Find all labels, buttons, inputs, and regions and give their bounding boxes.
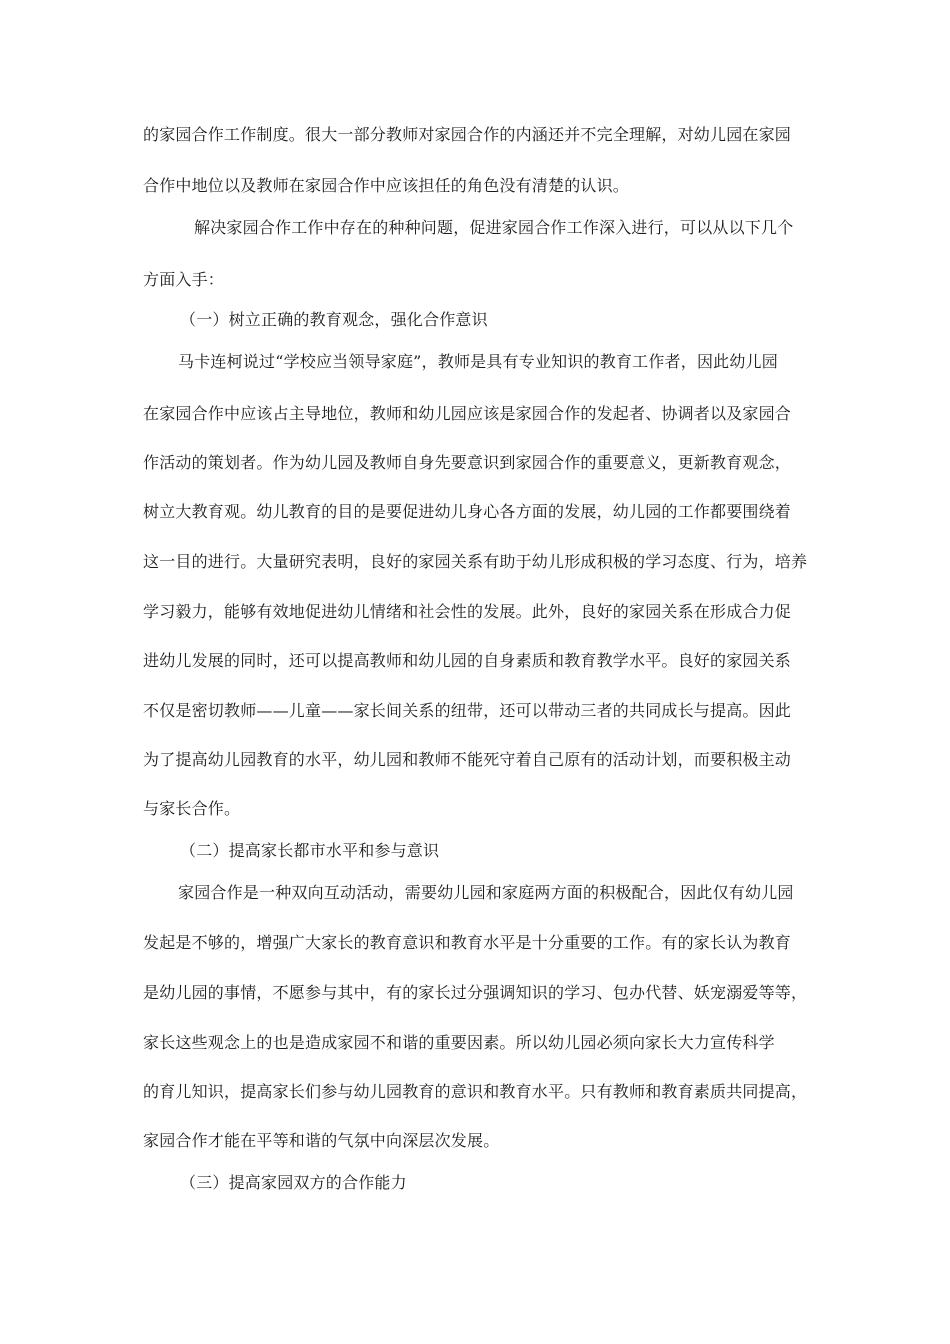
paragraph-line: 的家园合作工作制度。很大一部分教师对家园合作的内涵还并不完全理解，对幼儿园在家园 (143, 125, 792, 144)
paragraph-line: 作活动的策划者。作为幼儿园及教师自身先要意识到家园合作的重要意义，更新教育观念， (143, 453, 792, 472)
paragraph-line: 在家园合作中应该占主导地位，教师和幼儿园应该是家园合作的发起者、协调者以及家园合 (143, 404, 792, 423)
section-heading: （二）提高家长都市水平和参与意识 (180, 841, 440, 860)
section-heading: （一）树立正确的教育观念，强化合作意识 (180, 310, 488, 329)
paragraph-line: 不仅是密切教师——儿童——家长间关系的纽带，还可以带动三者的共同成长与提高。因此 (143, 701, 792, 720)
paragraph-line: 方面入手： (143, 270, 225, 289)
paragraph-line: 发起是不够的，增强广大家长的教育意识和教育水平是十分重要的工作。有的家长认为教育 (143, 933, 792, 952)
paragraph-line: 是幼儿园的事情，不愿参与其中，有的家长过分强调知识的学习、包办代替、妖宠溺爱等等， (143, 983, 808, 1002)
section-heading: （三）提高家园双方的合作能力 (180, 1173, 407, 1192)
paragraph-line: 马卡连柯说过“学校应当领导家庭”，教师是具有专业知识的教育工作者，因此幼儿园 (178, 352, 778, 371)
paragraph-line: 进幼儿发展的同时，还可以提高教师和幼儿园的自身素质和教育教学水平。良好的家园关系 (143, 651, 792, 670)
paragraph-line: 为了提高幼儿园教育的水平，幼儿园和教师不能死守着自己原有的活动计划，而要积极主动 (143, 750, 792, 769)
paragraph-line: 的育儿知识，提高家长们参与幼儿园教育的意识和教育水平。只有教师和教育素质共同提高， (143, 1082, 808, 1101)
paragraph-line: 家长这些观念上的也是造成家园不和谐的重要因素。所以幼儿园必须向家长大力宣传科学 (143, 1033, 775, 1052)
paragraph-line: 家园合作才能在平等和谐的气氛中向深层次发展。 (143, 1131, 500, 1150)
paragraph-line: 这一目的进行。大量研究表明，良好的家园关系有助于幼儿形成积极的学习态度、行为，培养 (143, 552, 808, 571)
paragraph-line: 树立大教育观。幼儿教育的目的是要促进幼儿身心各方面的发展，幼儿园的工作都要围绕着 (143, 502, 792, 521)
paragraph-line: 合作中地位以及教师在家园合作中应该担任的角色没有清楚的认识。 (143, 176, 630, 195)
paragraph-line: 与家长合作。 (143, 799, 241, 818)
paragraph-line: 解决家园合作工作中存在的种种问题，促进家园合作工作深入进行，可以从以下几个 (194, 218, 794, 237)
paragraph-line: 家园合作是一种双向互动活动，需要幼儿园和家庭两方面的积极配合，因此仅有幼儿园 (178, 883, 794, 902)
paragraph-line: 学习毅力，能够有效地促进幼儿情绪和社会性的发展。此外，良好的家园关系在形成合力促 (143, 602, 792, 621)
